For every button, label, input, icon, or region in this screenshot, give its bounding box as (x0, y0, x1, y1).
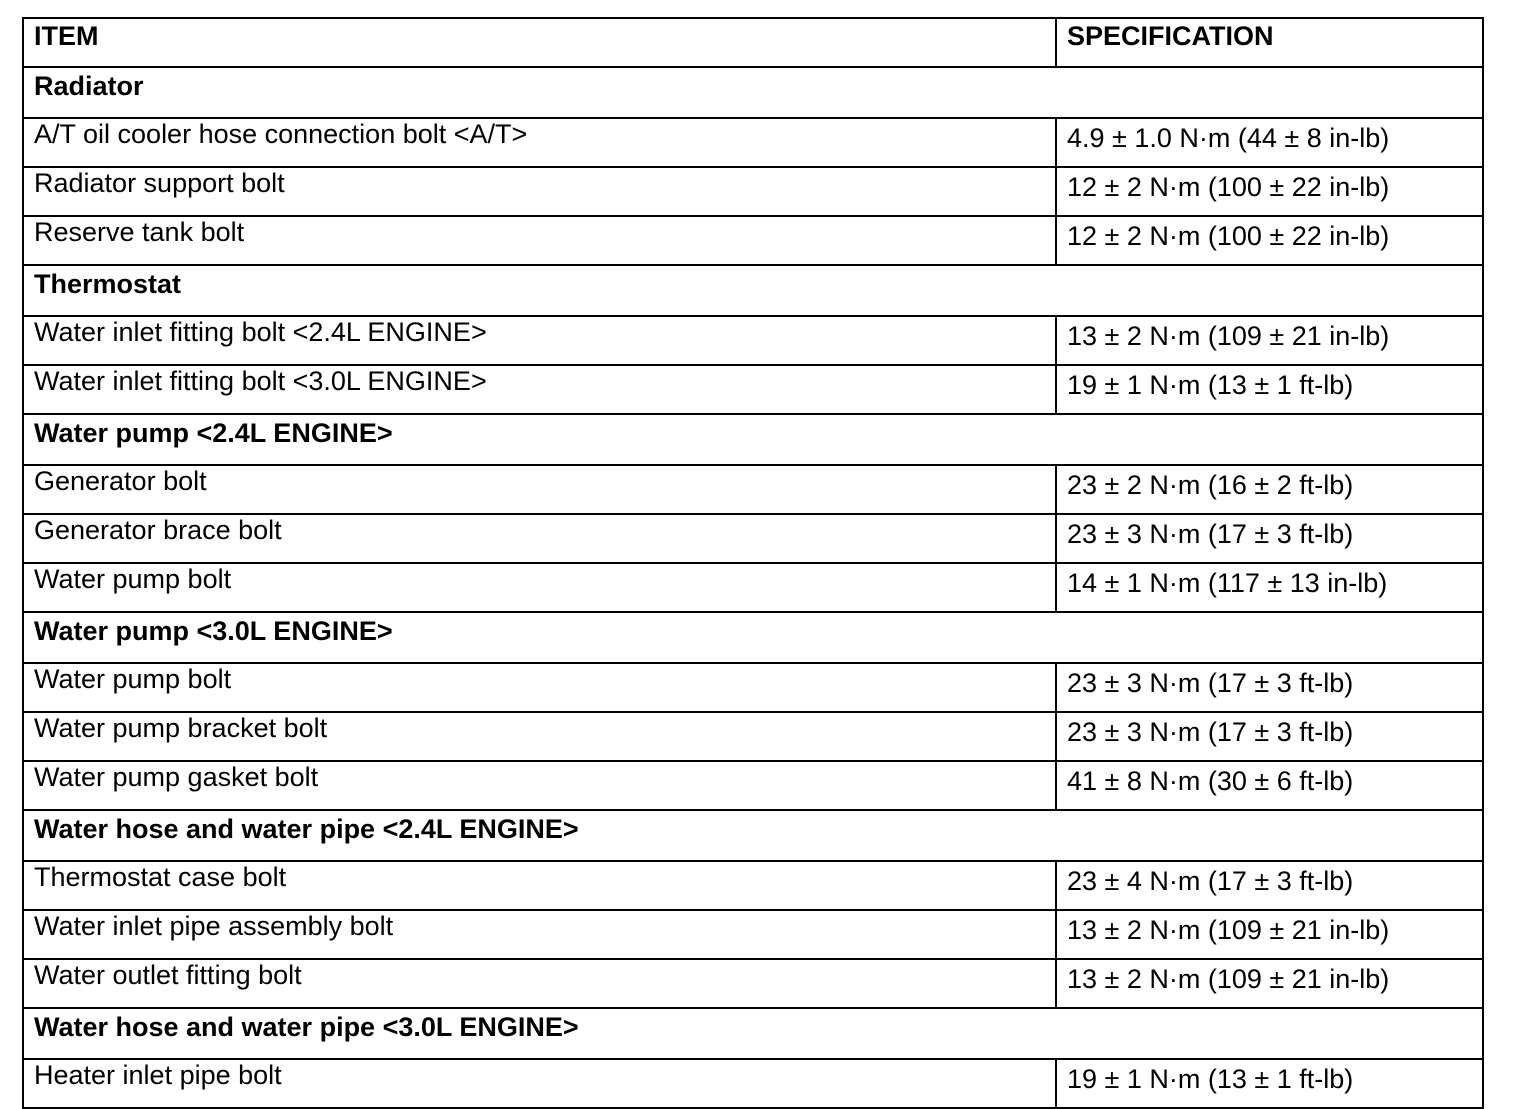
table-header-row (23, 18, 1483, 67)
item-cell: Water pump gasket bolt (23, 761, 1056, 810)
item-cell: Water outlet fitting bolt (23, 959, 1056, 1008)
spec-cell: 23 ± 3 N·m (17 ± 3 ft-lb) (1056, 712, 1483, 761)
item-cell: Generator brace bolt (23, 514, 1056, 563)
spec-cell: 19 ± 1 N·m (13 ± 1 ft-lb) (1056, 1059, 1483, 1108)
item-cell: Radiator support bolt (23, 167, 1056, 216)
table-row (23, 167, 1483, 216)
spec-cell: 4.9 ± 1.0 N·m (44 ± 8 in-lb) (1056, 118, 1483, 167)
section-title: Water hose and water pipe <3.0L ENGINE> (23, 1008, 1483, 1059)
spec-cell: 41 ± 8 N·m (30 ± 6 ft-lb) (1056, 761, 1483, 810)
table-row (23, 465, 1483, 514)
item-cell: Thermostat case bolt (23, 861, 1056, 910)
section-row (23, 414, 1483, 465)
spec-cell: 13 ± 2 N·m (109 ± 21 in-lb) (1056, 316, 1483, 365)
table-row (23, 910, 1483, 959)
section-row (23, 265, 1483, 316)
table-row (23, 712, 1483, 761)
item-cell: Water inlet fitting bolt <3.0L ENGINE> (23, 365, 1056, 414)
spec-cell: 13 ± 2 N·m (109 ± 21 in-lb) (1056, 910, 1483, 959)
section-title: Water pump <2.4L ENGINE> (23, 414, 1483, 465)
section-title: Water pump <3.0L ENGINE> (23, 612, 1483, 663)
section-title: Radiator (23, 67, 1483, 118)
section-row (23, 612, 1483, 663)
section-row (23, 67, 1483, 118)
section-title: Thermostat (23, 265, 1483, 316)
specification-table (22, 17, 1484, 1109)
item-cell: Water pump bolt (23, 663, 1056, 712)
table-row (23, 216, 1483, 265)
item-cell: Water inlet fitting bolt <2.4L ENGINE> (23, 316, 1056, 365)
spec-cell: 23 ± 3 N·m (17 ± 3 ft-lb) (1056, 514, 1483, 563)
spec-cell: 23 ± 2 N·m (16 ± 2 ft-lb) (1056, 465, 1483, 514)
spec-cell: 12 ± 2 N·m (100 ± 22 in-lb) (1056, 216, 1483, 265)
section-title: Water hose and water pipe <2.4L ENGINE> (23, 810, 1483, 861)
table-row (23, 761, 1483, 810)
table-row (23, 663, 1483, 712)
table-body (23, 18, 1483, 1108)
table-row (23, 563, 1483, 612)
spec-cell: 13 ± 2 N·m (109 ± 21 in-lb) (1056, 959, 1483, 1008)
spec-cell: 14 ± 1 N·m (117 ± 13 in-lb) (1056, 563, 1483, 612)
header-specification: SPECIFICATION (1056, 18, 1483, 67)
item-cell: Water inlet pipe assembly bolt (23, 910, 1056, 959)
item-cell: Water pump bracket bolt (23, 712, 1056, 761)
section-row (23, 810, 1483, 861)
spec-cell: 12 ± 2 N·m (100 ± 22 in-lb) (1056, 167, 1483, 216)
item-cell: Heater inlet pipe bolt (23, 1059, 1056, 1108)
spec-cell: 23 ± 4 N·m (17 ± 3 ft-lb) (1056, 861, 1483, 910)
item-cell: Reserve tank bolt (23, 216, 1056, 265)
table-row (23, 514, 1483, 563)
spec-cell: 19 ± 1 N·m (13 ± 1 ft-lb) (1056, 365, 1483, 414)
table-row (23, 365, 1483, 414)
table-row (23, 1059, 1483, 1108)
table-row (23, 118, 1483, 167)
header-item: ITEM (23, 18, 1056, 67)
section-row (23, 1008, 1483, 1059)
table-row (23, 316, 1483, 365)
table-row (23, 861, 1483, 910)
item-cell: Generator bolt (23, 465, 1056, 514)
spec-cell: 23 ± 3 N·m (17 ± 3 ft-lb) (1056, 663, 1483, 712)
item-cell: A/T oil cooler hose connection bolt <A/T> (23, 118, 1056, 167)
item-cell: Water pump bolt (23, 563, 1056, 612)
table-row (23, 959, 1483, 1008)
